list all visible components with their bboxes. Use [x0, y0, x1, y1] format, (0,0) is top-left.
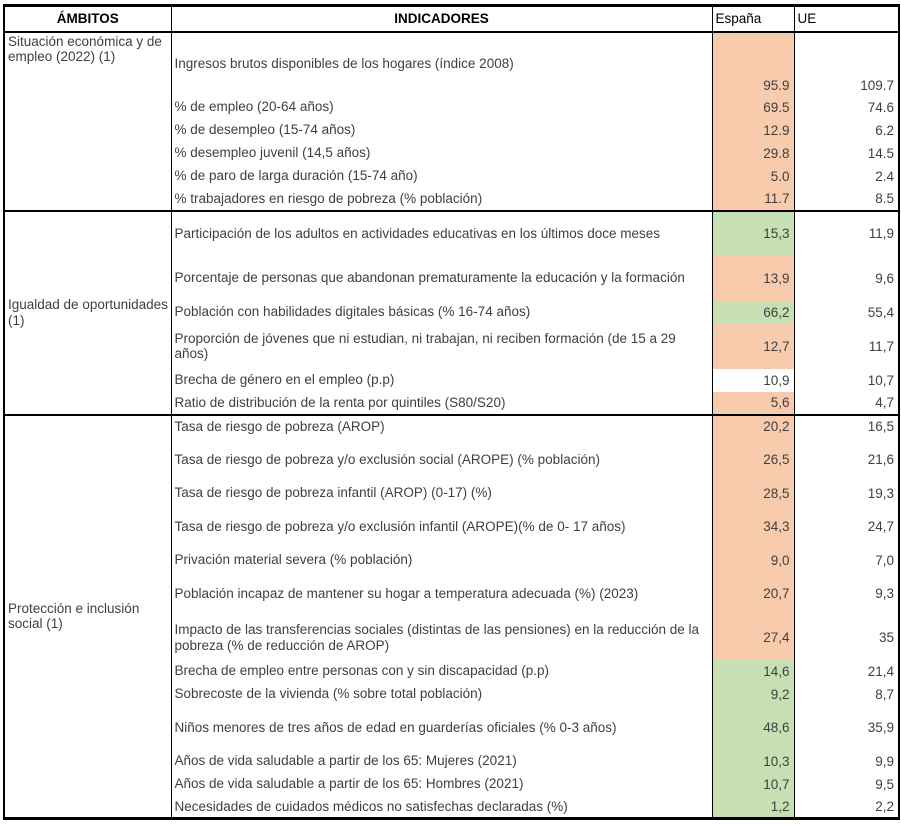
- espana-value-cell: 5.0: [712, 165, 794, 188]
- indicator-cell: % desempleo juvenil (14,5 años): [171, 142, 712, 165]
- ue-value-cell: 2.4: [794, 165, 899, 188]
- ue-value-cell: 21,6: [794, 438, 899, 482]
- col-header-espana: España: [712, 6, 794, 32]
- espana-value-cell: 29.8: [712, 142, 794, 165]
- ue-value-cell: 24,7: [794, 505, 899, 549]
- ue-value-cell: 21,4: [794, 660, 899, 683]
- indicator-cell: Tasa de riesgo de pobreza (AROP): [171, 415, 712, 438]
- indicator-cell: Impacto de las transferencias sociales (distintas de las pensiones) en la reducción de la pobreza (% de reducción de AROP): [171, 616, 712, 660]
- ue-value-cell: 14.5: [794, 142, 899, 165]
- col-header-ambitos: ÁMBITOS: [4, 6, 171, 32]
- indicator-cell: % trabajadores en riesgo de pobreza (% población): [171, 188, 712, 211]
- indicator-cell: % de paro de larga duración (15-74 año): [171, 165, 712, 188]
- ue-value-cell: 9,3: [794, 572, 899, 616]
- espana-value-cell: 69.5: [712, 96, 794, 119]
- espana-value-cell: 95.9: [712, 32, 794, 96]
- espana-value-cell: 20,7: [712, 572, 794, 616]
- ue-value-cell: 11,7: [794, 324, 899, 369]
- indicator-cell: Años de vida saludable a partir de los 65: Mujeres (2021): [171, 750, 712, 773]
- ue-value-cell: 9,5: [794, 773, 899, 796]
- espana-value-cell: 28,5: [712, 482, 794, 505]
- ambito-cell: Igualdad de oportunidades (1): [4, 211, 171, 415]
- ue-value-cell: 35: [794, 616, 899, 660]
- espana-value-cell: 14,6: [712, 660, 794, 683]
- indicator-cell: Privación material severa (% población): [171, 549, 712, 572]
- espana-value-cell: 1,2: [712, 796, 794, 819]
- espana-value-cell: 11.7: [712, 188, 794, 211]
- ue-value-cell: 11,9: [794, 211, 899, 256]
- indicator-cell: Necesidades de cuidados médicos no satisfechas declaradas (%): [171, 796, 712, 819]
- espana-value-cell: 20,2: [712, 415, 794, 438]
- ue-value-cell: 74.6: [794, 96, 899, 119]
- indicator-cell: Proporción de jóvenes que ni estudian, ni trabajan, ni reciben formación (de 15 a 29 años): [171, 324, 712, 369]
- section-igualdad-oportunidades: [4, 211, 899, 415]
- espana-value-cell: 26,5: [712, 438, 794, 482]
- espana-value-cell: 27,4: [712, 616, 794, 660]
- ue-value-cell: 8,7: [794, 683, 899, 706]
- ue-value-cell: 19,3: [794, 482, 899, 505]
- table-header: [4, 6, 899, 32]
- table-row: [4, 211, 899, 256]
- section-proteccion-inclusion: [4, 415, 899, 819]
- espana-value-cell: 48,6: [712, 706, 794, 750]
- ue-value-cell: 109.7: [794, 32, 899, 96]
- espana-value-cell: 10,3: [712, 750, 794, 773]
- ue-value-cell: 9,6: [794, 256, 899, 301]
- col-header-indicadores: INDICADORES: [171, 6, 712, 32]
- espana-value-cell: 9,2: [712, 683, 794, 706]
- indicator-cell: Participación de los adultos en actividades educativas en los últimos doce meses: [171, 211, 712, 256]
- espana-value-cell: 15,3: [712, 211, 794, 256]
- ue-value-cell: 4,7: [794, 392, 899, 415]
- ue-value-cell: 8.5: [794, 188, 899, 211]
- table-row: [4, 415, 899, 438]
- ue-value-cell: 6.2: [794, 119, 899, 142]
- col-header-ue: UE: [794, 6, 899, 32]
- ambito-cell: Protección e inclusión social (1): [4, 415, 171, 819]
- espana-value-cell: 13,9: [712, 256, 794, 301]
- indicator-cell: Población incapaz de mantener su hogar a temperatura adecuada (%) (2023): [171, 572, 712, 616]
- espana-value-cell: 12.9: [712, 119, 794, 142]
- indicator-cell: % de empleo (20-64 años): [171, 96, 712, 119]
- espana-value-cell: 10,9: [712, 369, 794, 392]
- ue-value-cell: 10,7: [794, 369, 899, 392]
- indicators-table: [3, 4, 900, 820]
- indicator-cell: % de desempleo (15-74 años): [171, 119, 712, 142]
- ue-value-cell: 35,9: [794, 706, 899, 750]
- indicator-cell: Ratio de distribución de la renta por quintiles (S80/S20): [171, 392, 712, 415]
- ue-value-cell: 9,9: [794, 750, 899, 773]
- indicator-cell: Tasa de riesgo de pobreza y/o exclusión infantil (AROPE)(% de 0- 17 años): [171, 505, 712, 549]
- espana-value-cell: 12,7: [712, 324, 794, 369]
- table-row: [4, 32, 899, 96]
- espana-value-cell: 66,2: [712, 301, 794, 324]
- espana-value-cell: 5,6: [712, 392, 794, 415]
- indicator-cell: Brecha de empleo entre personas con y sin discapacidad (p.p): [171, 660, 712, 683]
- espana-value-cell: 10,7: [712, 773, 794, 796]
- espana-value-cell: 9,0: [712, 549, 794, 572]
- ambito-cell: Situación económica y de empleo (2022) (1): [4, 32, 171, 211]
- espana-value-cell: 34,3: [712, 505, 794, 549]
- indicator-cell: Población con habilidades digitales básicas (% 16-74 años): [171, 301, 712, 324]
- indicator-cell: Sobrecoste de la vivienda (% sobre total población): [171, 683, 712, 706]
- ue-value-cell: 2,2: [794, 796, 899, 819]
- indicator-cell: Brecha de género en el empleo (p.p): [171, 369, 712, 392]
- section-situacion-economica: [4, 32, 899, 211]
- indicator-cell: Ingresos brutos disponibles de los hogares (índice 2008): [171, 32, 712, 96]
- header-row: [4, 6, 899, 32]
- indicator-cell: Tasa de riesgo de pobreza infantil (AROP) (0-17) (%): [171, 482, 712, 505]
- indicator-cell: Tasa de riesgo de pobreza y/o exclusión social (AROPE) (% población): [171, 438, 712, 482]
- ue-value-cell: 16,5: [794, 415, 899, 438]
- indicator-cell: Años de vida saludable a partir de los 65: Hombres (2021): [171, 773, 712, 796]
- ue-value-cell: 55,4: [794, 301, 899, 324]
- indicator-cell: Porcentaje de personas que abandonan prematuramente la educación y la formación: [171, 256, 712, 301]
- ue-value-cell: 7,0: [794, 549, 899, 572]
- indicator-cell: Niños menores de tres años de edad en guarderías oficiales (% 0-3 años): [171, 706, 712, 750]
